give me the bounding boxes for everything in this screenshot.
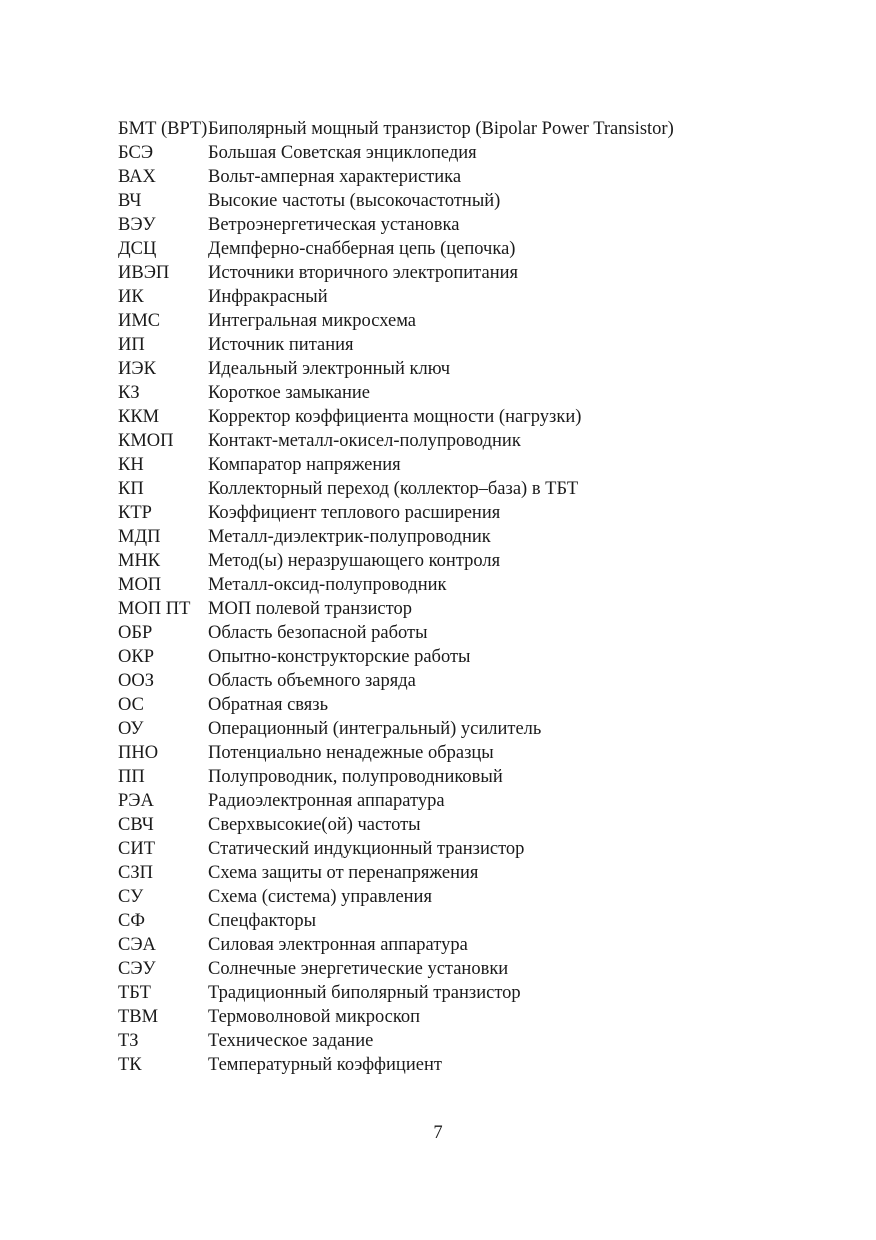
abbreviation-definition: Источник питания: [208, 335, 354, 355]
abbreviation-entry: [118, 309, 758, 333]
abbreviation-definition: Источники вторичного электропитания: [208, 263, 519, 283]
abbreviation-term: БСЭ: [118, 143, 154, 163]
abbreviation-term: РЭА: [118, 791, 154, 811]
abbreviation-term: МНК: [118, 551, 161, 571]
abbreviation-definition: Обратная связь: [208, 695, 329, 715]
abbreviation-entry: [118, 909, 758, 933]
abbreviation-definition: Вольт-амперная характеристика: [208, 167, 462, 187]
abbreviation-definition: Биполярный мощный транзистор (Bipolar Power Transistor): [208, 119, 674, 139]
abbreviation-definition: Термоволновой микроскоп: [208, 1007, 421, 1027]
abbreviation-term: ТВМ: [118, 1007, 159, 1027]
abbreviation-definition: Корректор коэффициента мощности (нагрузки): [208, 407, 582, 427]
abbreviation-definition: Температурный коэффициент: [208, 1055, 442, 1075]
abbreviation-entry: [118, 285, 758, 309]
abbreviation-term: СЗП: [118, 863, 153, 883]
abbreviation-entry: [118, 813, 758, 837]
abbreviation-entry: [118, 981, 758, 1005]
abbreviation-entry: [118, 597, 758, 621]
abbreviation-entry: [118, 477, 758, 501]
abbreviation-term: ВАХ: [118, 167, 156, 187]
abbreviation-entry: [118, 933, 758, 957]
abbreviation-entry: [118, 333, 758, 357]
abbreviation-entry: [118, 789, 758, 813]
abbreviation-term: СВЧ: [118, 815, 154, 835]
abbreviation-term: СФ: [118, 911, 145, 931]
abbreviation-term: ДСЦ: [118, 239, 157, 259]
abbreviation-definition: Схема (система) управления: [208, 887, 432, 907]
abbreviation-definition: Операционный (интегральный) усилитель: [208, 719, 542, 739]
abbreviation-entry: [118, 357, 758, 381]
abbreviation-entry: [118, 549, 758, 573]
abbreviation-definition: Опытно-конструкторские работы: [208, 647, 471, 667]
abbreviation-definition: Солнечные энергетические установки: [208, 959, 509, 979]
abbreviation-entry: [118, 861, 758, 885]
abbreviation-definition: Техническое задание: [208, 1031, 374, 1051]
abbreviation-entry: [118, 1029, 758, 1053]
abbreviation-definition: Коэффициент теплового расширения: [208, 503, 501, 523]
abbreviation-term: МДП: [118, 527, 161, 547]
abbreviation-definition: Статический индукционный транзистор: [208, 839, 525, 859]
abbreviation-term: ОБР: [118, 623, 153, 643]
abbreviation-definition: МОП полевой транзистор: [208, 599, 412, 619]
abbreviation-term: ИЭК: [118, 359, 156, 379]
abbreviation-definition: Высокие частоты (высокочастотный): [208, 191, 501, 211]
abbreviation-entry: [118, 525, 758, 549]
abbreviation-entry: [118, 741, 758, 765]
abbreviation-term: МОП: [118, 575, 162, 595]
abbreviation-entry: [118, 837, 758, 861]
abbreviation-term: ПП: [118, 767, 145, 787]
abbreviation-term: СИТ: [118, 839, 155, 859]
abbreviation-definition: Интегральная микросхема: [208, 311, 416, 331]
abbreviation-entry: [118, 501, 758, 525]
abbreviation-definition: Силовая электронная аппаратура: [208, 935, 468, 955]
abbreviation-term: ТЗ: [118, 1031, 139, 1051]
abbreviation-entry: [118, 453, 758, 477]
abbreviation-term: ККМ: [118, 407, 160, 427]
abbreviation-term: КМОП: [118, 431, 174, 451]
abbreviation-term: ИВЭП: [118, 263, 170, 283]
abbreviation-entry: [118, 189, 758, 213]
abbreviation-entry: [118, 405, 758, 429]
abbreviation-definition: Традиционный биполярный транзистор: [208, 983, 521, 1003]
abbreviation-definition: Металл-диэлектрик-полупроводник: [208, 527, 491, 547]
abbreviation-term: ВЧ: [118, 191, 142, 211]
abbreviation-entry: [118, 693, 758, 717]
abbreviation-term: СЭА: [118, 935, 156, 955]
abbreviation-term: СЭУ: [118, 959, 156, 979]
abbreviation-term: ИМС: [118, 311, 161, 331]
abbreviation-term: ОС: [118, 695, 144, 715]
abbreviation-definition: Инфракрасный: [208, 287, 328, 307]
abbreviation-term: БМТ (BPT): [118, 119, 208, 139]
abbreviation-entry: [118, 957, 758, 981]
abbreviation-term: ТК: [118, 1055, 142, 1075]
abbreviation-entry: [118, 117, 758, 141]
abbreviation-term: СУ: [118, 887, 144, 907]
abbreviation-entry: [118, 669, 758, 693]
abbreviation-entry: [118, 885, 758, 909]
abbreviation-entry: [118, 621, 758, 645]
abbreviation-definition: Большая Советская энциклопедия: [208, 143, 477, 163]
abbreviation-definition: Ветроэнергетическая установка: [208, 215, 460, 235]
abbreviation-entry: [118, 429, 758, 453]
abbreviation-definition: Идеальный электронный ключ: [208, 359, 451, 379]
abbreviation-term: ИП: [118, 335, 145, 355]
abbreviation-entry: [118, 645, 758, 669]
abbreviation-term: ВЭУ: [118, 215, 156, 235]
abbreviation-entry: [118, 1053, 758, 1077]
abbreviation-definition: Полупроводник, полупроводниковый: [208, 767, 503, 787]
abbreviation-entry: [118, 1005, 758, 1029]
abbreviation-definition: Спецфакторы: [208, 911, 317, 931]
abbreviation-definition: Область объемного заряда: [208, 671, 416, 691]
abbreviation-list: [118, 117, 758, 1077]
abbreviation-definition: Радиоэлектронная аппаратура: [208, 791, 445, 811]
abbreviation-entry: [118, 765, 758, 789]
abbreviation-entry: [118, 717, 758, 741]
abbreviation-entry: [118, 165, 758, 189]
abbreviation-term: КП: [118, 479, 144, 499]
abbreviation-term: КН: [118, 455, 144, 475]
abbreviation-term: ИК: [118, 287, 144, 307]
abbreviation-term: КЗ: [118, 383, 140, 403]
abbreviation-term: ТБТ: [118, 983, 151, 1003]
abbreviation-entry: [118, 213, 758, 237]
abbreviation-entry: [118, 381, 758, 405]
abbreviation-definition: Потенциально ненадежные образцы: [208, 743, 494, 763]
abbreviation-entry: [118, 237, 758, 261]
abbreviation-term: КТР: [118, 503, 152, 523]
abbreviation-definition: Коллекторный переход (коллектор–база) в ТБТ: [208, 479, 579, 499]
abbreviation-entry: [118, 573, 758, 597]
abbreviation-term: ПНО: [118, 743, 159, 763]
abbreviation-term: ОУ: [118, 719, 144, 739]
abbreviation-definition: Короткое замыкание: [208, 383, 370, 403]
abbreviation-definition: Демпферно-снабберная цепь (цепочка): [208, 239, 516, 259]
abbreviation-term: МОП ПТ: [118, 599, 191, 619]
abbreviation-definition: Компаратор напряжения: [208, 455, 401, 475]
abbreviation-definition: Контакт-металл-окисел-полупроводник: [208, 431, 521, 451]
page-number: 7: [433, 1123, 443, 1143]
abbreviation-definition: Сверхвысокие(ой) частоты: [208, 815, 421, 835]
abbreviation-entry: [118, 141, 758, 165]
abbreviation-definition: Метод(ы) неразрушающего контроля: [208, 551, 501, 571]
abbreviation-definition: Область безопасной работы: [208, 623, 428, 643]
abbreviation-entry: [118, 261, 758, 285]
abbreviation-definition: Металл-оксид-полупроводник: [208, 575, 447, 595]
abbreviation-term: ОКР: [118, 647, 154, 667]
abbreviation-term: ООЗ: [118, 671, 154, 691]
abbreviation-definition: Схема защиты от перенапряжения: [208, 863, 479, 883]
